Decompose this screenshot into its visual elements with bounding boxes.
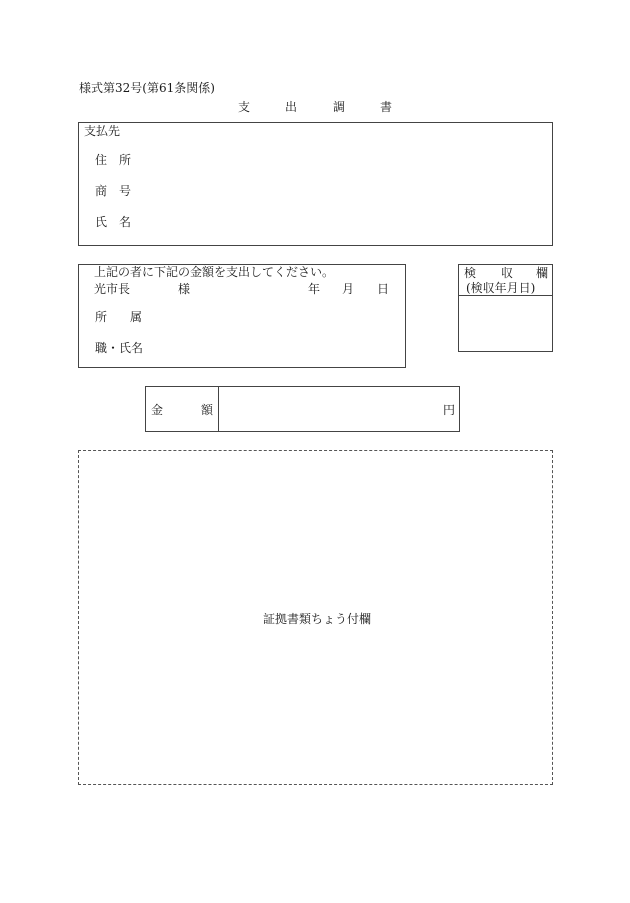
inspection-title-char: 収 (501, 266, 514, 280)
business-name-label: 商 (95, 184, 108, 198)
amount-unit: 円 (443, 403, 456, 417)
address-label: 所 (119, 153, 132, 167)
department-label: 所 (95, 310, 108, 324)
department-label: 属 (130, 310, 143, 324)
payee-heading: 支払先 (84, 124, 121, 138)
honorific: 様 (178, 282, 191, 296)
amount-label: 額 (201, 403, 214, 417)
addressee: 光市長 (94, 282, 131, 296)
amount-divider (218, 386, 219, 432)
name-label: 氏 (95, 215, 108, 229)
title-char: 支 (238, 100, 251, 114)
title-char: 書 (380, 100, 393, 114)
payee-box (78, 122, 553, 246)
amount-label: 金 (151, 403, 164, 417)
inspection-title-char: 検 (464, 266, 477, 280)
inspection-title-char: 欄 (536, 266, 549, 280)
inspection-divider (458, 295, 553, 296)
request-message: 上記の者に下記の金額を支出してください。 (94, 265, 335, 279)
name-label: 名 (119, 215, 132, 229)
attachment-label: 証拠書類ちょう付欄 (263, 612, 372, 626)
amount-box (145, 386, 460, 432)
inspection-subtitle: (検収年月日) (466, 281, 536, 295)
date-year-label: 年 (308, 282, 321, 296)
address-label: 住 (95, 153, 108, 167)
date-day-label: 日 (377, 282, 390, 296)
date-month-label: 月 (342, 282, 355, 296)
business-name-label: 号 (119, 184, 132, 198)
position-name-label: 職・氏名 (95, 341, 144, 355)
title-char: 調 (333, 100, 346, 114)
title-char: 出 (285, 100, 298, 114)
form-number: 様式第32号(第61条関係) (79, 81, 215, 95)
